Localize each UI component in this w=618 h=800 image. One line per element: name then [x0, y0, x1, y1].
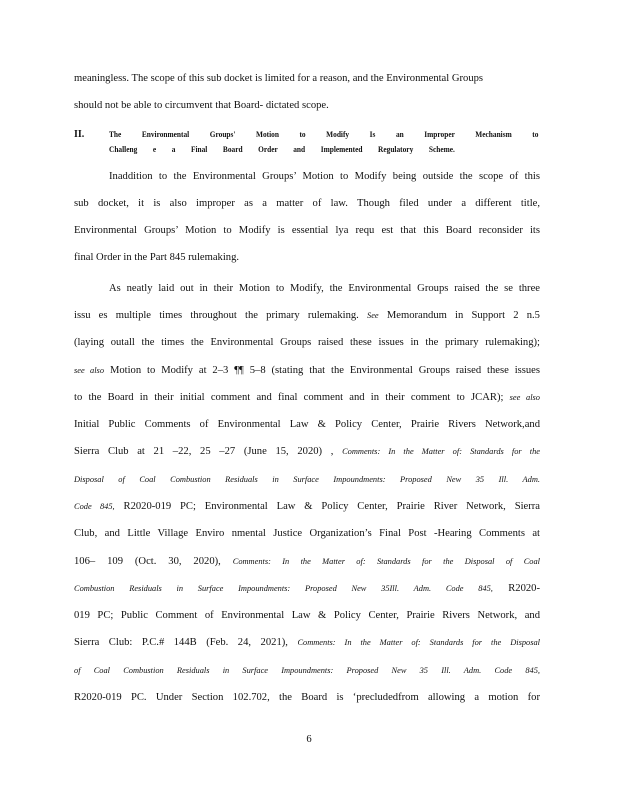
text-segment: Motion to Modify at 2–3 ¶¶ 5–8 (stating that the Environmental Groups raised these issues [109, 365, 541, 376]
text-line: Initial Public Comments of Environmental Law & Policy Center, Prairie Rivers Network,and [74, 419, 540, 430]
text-line [74, 364, 540, 378]
text-segment: Memorandum in Support 2 n.5 [386, 310, 540, 321]
text-line: R2020-019 PC. Under Section 102.702, the Board is ‘precludedfrom allowing a motion for [74, 692, 540, 703]
text-line [74, 391, 540, 405]
signal-see: See [367, 311, 379, 320]
text-line: As neatly laid out in their Motion to Modify, the Environmental Groups raised the se three [109, 283, 540, 294]
citation-title: Comments: In the Matter of: Standards for the [342, 447, 540, 456]
text-line: 019 PC; Public Comment of Environmental Law & Policy Center, Prairie Rivers Network, and [74, 610, 540, 621]
text-line: meaningless. The scope of this sub docket is limited for a reason, and the Environmental Groups [74, 73, 484, 84]
text-line: Environmental Groups’ Motion to Modify is essential lya requ est that this Board reconsider its [74, 225, 540, 236]
text-line: final Order in the Part 845 rulemaking. [74, 252, 240, 263]
text-line [74, 636, 540, 650]
text-line: Club, and Little Village Enviro nmental Justice Organization’s Final Post -Hearing Comments at [74, 528, 540, 539]
citation-title: Disposal of Coal Combustion Residuals in Surface Impoundments: Proposed New 35 Ill. Adm. [74, 475, 540, 484]
signal-see-also: see also [509, 393, 540, 402]
text-segment: Sierra Club: P.C.# 144B (Feb. 24, 2021), [74, 637, 288, 648]
citation-title: Comments: In the Matter of: Standards for the Disposal of Coal [232, 557, 541, 566]
text-line [74, 445, 540, 459]
citation-title: Comments: In the Matter of: Standards for the Disposal [297, 638, 540, 647]
text-segment: to the Board in their initial comment and final comment and in their comment to JCAR); [74, 392, 504, 403]
text-segment: R2020- [508, 583, 540, 594]
text-line [74, 473, 540, 487]
text-line [74, 582, 540, 596]
text-line: sub docket, it is also improper as a matter of law. Though filed under a different title, [74, 198, 540, 209]
text-line [74, 309, 540, 323]
text-segment: 106– 109 (Oct. 30, 2020), [74, 556, 221, 567]
text-line: Inaddition to the Environmental Groups’ Motion to Modify being outside the scope of this [109, 171, 540, 182]
citation-title: Code 845, [74, 502, 115, 511]
page-number: 6 [306, 734, 312, 745]
citation-title: Combustion Residuals in Surface Impoundments: Proposed New 35Ill. Adm. Code 845, [74, 584, 493, 593]
text-line [74, 555, 540, 569]
text-line [74, 664, 540, 678]
section-heading-line-2: Challeng e a Final Board Order and Implemented Regulatory Scheme. [109, 145, 455, 154]
text-segment: issu es multiple times throughout the primary rulemaking. [74, 310, 359, 321]
signal-see-also: see also [74, 366, 105, 375]
text-segment: R2020-019 PC; Environmental Law & Policy Center, Prairie River Network, Sierra [123, 501, 540, 512]
citation-title: of Coal Combustion Residuals in Surface Impoundments: Proposed New 35 Ill. Adm. Code 845, [74, 666, 540, 675]
text-segment: Sierra Club at 21 –22, 25 –27 (June 15, 2020) , [74, 446, 334, 457]
section-heading-line-1: The Environmental Groups' Motion to Modify Is an Improper Mechanism to [109, 130, 539, 139]
text-line: should not be able to circumvent that Board- dictated scope. [74, 100, 329, 111]
text-line: (laying outall the times the Environmental Groups raised these issues in the primary rulemaking); [74, 337, 540, 348]
heading-number: II. [74, 129, 85, 140]
text-line [74, 500, 540, 514]
